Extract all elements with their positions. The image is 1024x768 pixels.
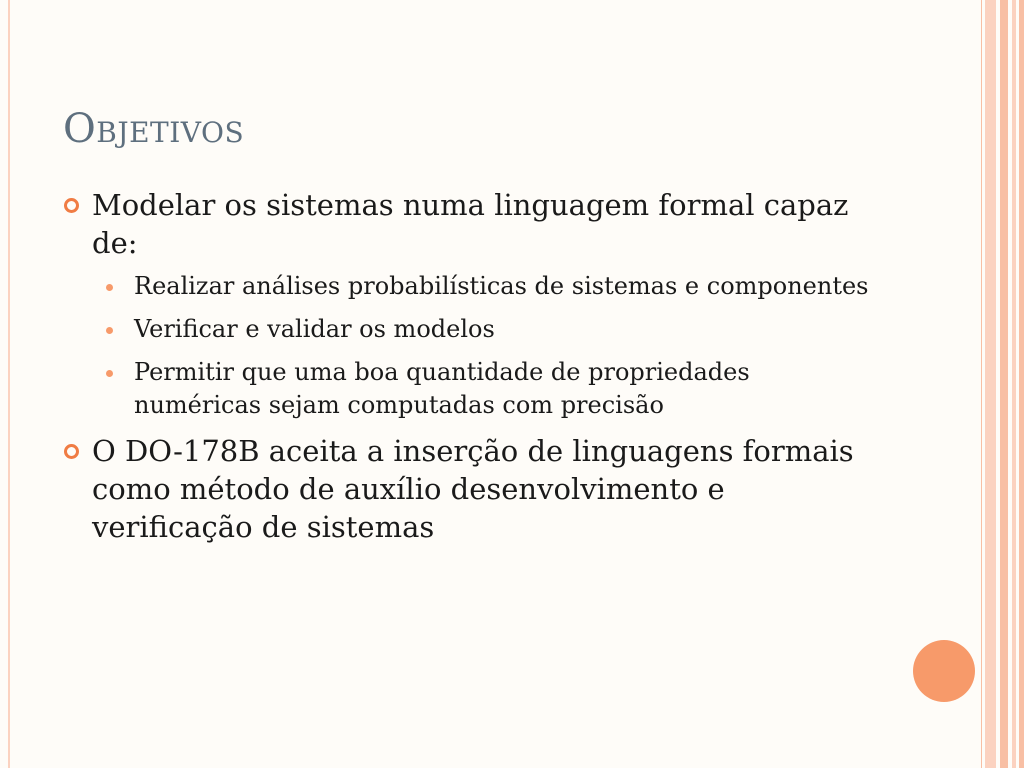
- right-stripe-2: [1000, 0, 1008, 768]
- right-stripe-1: [985, 0, 996, 768]
- sub-bullet-2-text: Verificar e validar os modelos: [134, 315, 495, 343]
- sub-bullet-3: [64, 356, 884, 422]
- dot-bullet-icon: [106, 327, 113, 334]
- slide-title: Objetivos: [63, 106, 245, 152]
- ring-bullet-icon: [64, 198, 79, 213]
- left-border-line: [8, 0, 10, 768]
- right-stripe-inner-line: [981, 0, 982, 768]
- ring-bullet-icon: [64, 444, 79, 459]
- bullet-1-text: Modelar os sistemas numa linguagem formal capaz de:: [92, 188, 849, 260]
- dot-bullet-icon: [106, 284, 113, 291]
- sub-bullet-3-text: Permitir que uma boa quantidade de propriedades numéricas sejam computadas com precisão: [134, 358, 750, 419]
- right-stripe-outer: [1019, 0, 1024, 768]
- dot-bullet-icon: [106, 370, 113, 377]
- bullet-2: [64, 432, 884, 546]
- sub-bullet-1-text: Realizar análises probabilísticas de sistemas e componentes: [134, 272, 869, 300]
- bullet-2-text: O DO-178B aceita a inserção de linguagens formais como método de auxílio desenvolvimento e verificação de sistemas: [92, 434, 854, 544]
- sub-bullet-1: [64, 270, 884, 303]
- sub-bullet-list: [64, 270, 884, 422]
- sub-bullet-2: [64, 313, 884, 346]
- bullet-1: [64, 186, 884, 262]
- decorative-circle-icon: [913, 640, 975, 702]
- right-stripe-3: [1012, 0, 1016, 768]
- slide-content: [64, 186, 884, 554]
